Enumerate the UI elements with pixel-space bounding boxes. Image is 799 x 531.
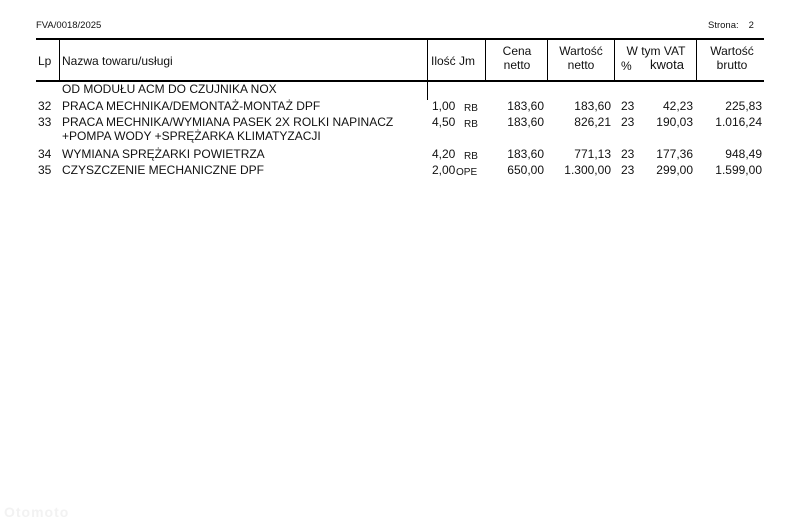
row-vat-pct: 23 bbox=[621, 99, 635, 113]
row-gross: 225,83 bbox=[725, 99, 762, 113]
col-divider-vat bbox=[696, 40, 697, 81]
col-divider-name bbox=[427, 40, 428, 82]
header-lp: Lp bbox=[38, 54, 52, 68]
row-name: WYMIANA SPRĘŻARKI POWIETRZA bbox=[62, 147, 265, 161]
row-vat-pct: 23 bbox=[621, 147, 635, 161]
continuation-divider bbox=[427, 82, 428, 100]
row-net: 183,60 bbox=[574, 99, 611, 113]
header-qty-unit: Ilość Jm bbox=[431, 54, 476, 68]
row-qty: 4,50 bbox=[432, 115, 456, 129]
row-gross: 948,49 bbox=[725, 147, 762, 161]
page-label: Strona: bbox=[708, 20, 739, 31]
row-price: 183,60 bbox=[507, 115, 544, 129]
row-net: 1.300,00 bbox=[564, 163, 611, 177]
header-price-line1: Cena bbox=[502, 44, 532, 58]
page-indicator bbox=[708, 20, 754, 31]
row-name: PRACA MECHNIKA/WYMIANA PASEK 2X ROLKI NAPINACZ bbox=[62, 115, 394, 129]
header-net-line1: Wartość bbox=[559, 44, 603, 58]
row-name: CZYSZCZENIE MECHANICZNE DPF bbox=[62, 163, 265, 177]
table-top-rule bbox=[36, 38, 764, 40]
row-lp: 35 bbox=[38, 163, 52, 177]
row-unit: RB bbox=[464, 103, 478, 114]
row-qty: 2,00 bbox=[432, 163, 456, 177]
header-gross-line1: Wartość bbox=[710, 44, 754, 58]
row-vat-amount: 299,00 bbox=[656, 163, 693, 177]
header-price-line2: netto bbox=[503, 58, 531, 72]
row-vat-amount: 177,36 bbox=[656, 147, 693, 161]
document-number: FVA/0018/2025 bbox=[36, 20, 102, 31]
header-vat-pct: % bbox=[621, 59, 632, 73]
col-divider-price bbox=[547, 40, 548, 81]
header-net-line2: netto bbox=[567, 58, 595, 72]
row-lp: 34 bbox=[38, 147, 52, 161]
row-qty: 1,00 bbox=[432, 99, 456, 113]
col-divider-qty bbox=[485, 40, 486, 81]
row-price: 183,60 bbox=[507, 99, 544, 113]
watermark-logo: Otomoto bbox=[4, 504, 70, 520]
row-net: 826,21 bbox=[574, 115, 611, 129]
header-price bbox=[490, 44, 544, 72]
header-gross-value bbox=[700, 44, 764, 72]
row-unit: RB bbox=[464, 151, 478, 162]
row-vat-pct: 23 bbox=[621, 163, 635, 177]
row-name: PRACA MECHNIKA/DEMONTAŻ-MONTAŻ DPF bbox=[62, 99, 321, 113]
row-vat-amount: 190,03 bbox=[656, 115, 693, 129]
row-unit: OPE bbox=[456, 167, 478, 178]
header-gross-line2: brutto bbox=[716, 58, 748, 72]
col-divider-lp bbox=[59, 40, 60, 81]
page-number: 2 bbox=[748, 20, 754, 31]
col-divider-net bbox=[614, 40, 615, 81]
header-vat-amount: kwota bbox=[650, 57, 684, 72]
continuation-text: OD MODUŁU ACM DO CZUJNIKA NOX bbox=[62, 82, 277, 96]
header-net-value bbox=[551, 44, 611, 72]
header-vat-subcols bbox=[618, 58, 694, 72]
header-name: Nazwa towaru/usługi bbox=[62, 54, 173, 68]
row-net: 771,13 bbox=[574, 147, 611, 161]
row-qty: 4,20 bbox=[432, 147, 456, 161]
row-price: 650,00 bbox=[507, 163, 544, 177]
row-unit: RB bbox=[464, 119, 478, 130]
row-price: 183,60 bbox=[507, 147, 544, 161]
row-lp: 32 bbox=[38, 99, 52, 113]
row-gross: 1.016,24 bbox=[715, 115, 762, 129]
row-lp: 33 bbox=[38, 115, 52, 129]
header-vat bbox=[618, 44, 694, 72]
row-vat-pct: 23 bbox=[621, 115, 635, 129]
row-gross: 1.599,00 bbox=[715, 163, 762, 177]
row-name-continued: +POMPA WODY +SPRĘŻARKA KLIMATYZACJI bbox=[62, 129, 321, 143]
row-vat-amount: 42,23 bbox=[662, 99, 693, 113]
header-vat-line1: W tym VAT bbox=[626, 44, 686, 58]
